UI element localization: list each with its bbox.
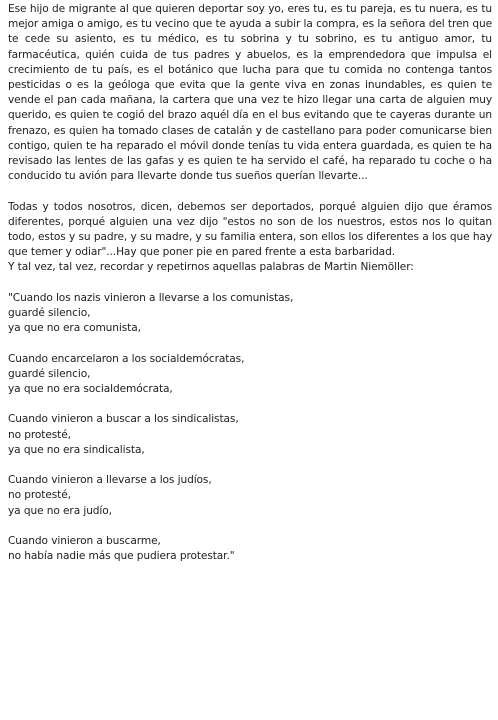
poem-stanza-3 <box>8 412 492 458</box>
post-paragraph-1: Ese hijo de migrante al que quieren deportar soy yo, eres tu, es tu pareja, es tu nuera, es tu mejor amiga o amigo, es tu vecino que te ayuda a subir la compra, es la señora del tren que te cede su asiento, es tu médico, es tu sobrina y tu sobrino, es tu antiguo amor, tu farmacéutica, quién cuida de tus padres y abuelos, es la emprendedora que impulsa el crecimiento de tu país, es el botánico que lucha para que tu comida no contenga tantos pesticidas o es la geóloga que evita que la gente viva en zonas inundables, es quien te vende el pan cada mañana, la cartera que una vez te hizo llegar una carta de alguien muy querido, es quien te cogió del brazo aquél día en el bus evitando que te cayeras durante un frenazo, es quien ha tomado clases de catalán y de castellano para poder comunicarse bien contigo, quien te ha reparado el móvil donde tenías tu vida entera guardada, es quien te ha revisado las lentes de las gafas y es quien te ha servido el café, ha reparado tu coche o ha conducido tu avión para llevarte donde tus sueños querían llevarte... <box>8 3 492 183</box>
post-body <box>8 2 492 564</box>
post-intro-line: Y tal vez, tal vez, recordar y repetirnos aquellas palabras de Martin Niemöller: <box>8 261 414 274</box>
poem-line: guardé silencio, <box>8 307 91 320</box>
post-paragraph-2: Todas y todos nosotros, dicen, debemos ser deportados, porqué alguien dijo que éramos diferentes, porqué alguien una vez dijo "estos no son de los nuestros, estos nos lo quitan todo, estos y su padre, y su madre, y su familia entera, son ellos los diferentes a los que hay que temer y odiar"...Hay que poner pie en pared frente a esta barbaridad. <box>8 200 492 259</box>
poem-line: no había nadie más que pudiera protestar." <box>8 550 235 563</box>
poem-line: "Cuando los nazis vinieron a llevarse a los comunistas, <box>8 291 294 304</box>
poem-line: Cuando vinieron a buscarme, <box>8 535 161 548</box>
poem-stanza-1 <box>8 291 492 337</box>
poem-line: ya que no era judío, <box>8 504 112 517</box>
poem-stanza-4 <box>8 473 492 519</box>
spacer <box>8 458 492 473</box>
poem-line: no protesté, <box>8 428 71 441</box>
poem-line: Cuando vinieron a llevarse a los judíos, <box>8 474 212 487</box>
spacer <box>8 336 492 351</box>
spacer <box>8 397 492 412</box>
poem-line: Cuando vinieron a buscar a los sindicalistas, <box>8 413 239 426</box>
spacer <box>8 276 492 291</box>
poem-stanza-2 <box>8 352 492 398</box>
poem-line: ya que no era comunista, <box>8 322 141 335</box>
spacer <box>8 519 492 534</box>
poem-line: guardé silencio, <box>8 367 91 380</box>
poem-stanza-5 <box>8 534 492 564</box>
poem-line: ya que no era sindicalista, <box>8 443 145 456</box>
poem-line: ya que no era socialdemócrata, <box>8 383 173 396</box>
poem-line: Cuando encarcelaron a los socialdemócratas, <box>8 352 245 365</box>
poem-line: no protesté, <box>8 489 71 502</box>
